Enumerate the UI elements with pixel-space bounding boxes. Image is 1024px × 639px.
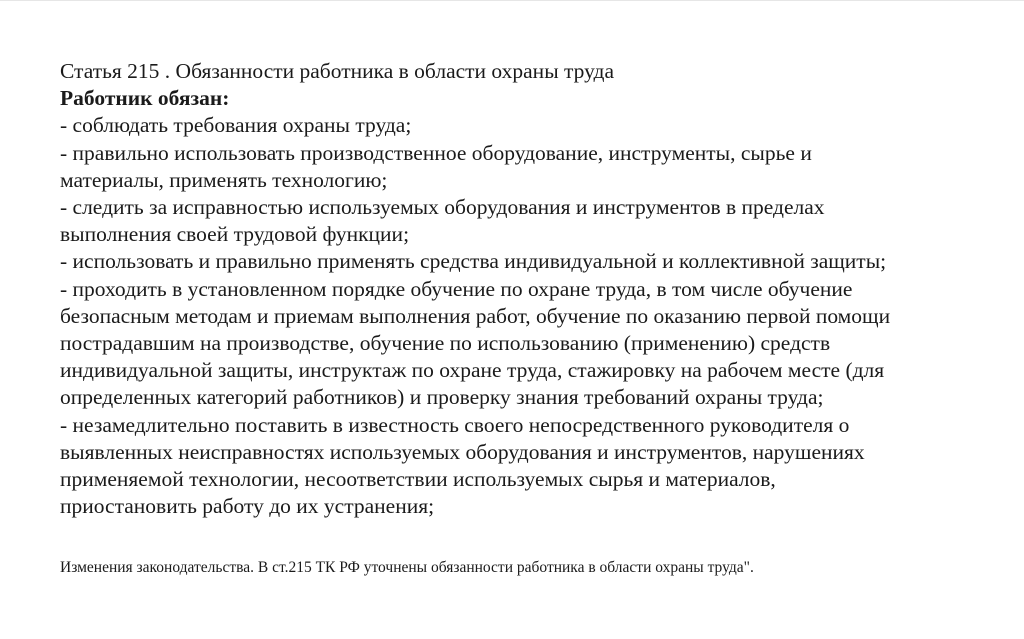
article-line: выявленных неисправностях используемых оборудования и инструментов, нарушениях	[60, 439, 865, 464]
article-line: безопасным методам и приемам выполнения работ, обучение по оказанию первой помощи	[60, 303, 891, 328]
article-title: Статья 215 . Обязанности работника в области охраны труда	[60, 59, 615, 83]
article-line: - проходить в установленном порядке обучение по охране труда, в том числе обучение	[60, 276, 853, 301]
article-line: - соблюдать требования охраны труда;	[60, 113, 412, 138]
article-line: - использовать и правильно применять средства индивидуальной и коллективной защиты;	[60, 249, 887, 274]
article-line: индивидуальной защиты, инструктаж по охране труда, стажировку на рабочем месте (для	[60, 358, 885, 383]
top-divider	[0, 0, 1024, 1]
article-line: приостановить работу до их устранения;	[60, 494, 435, 519]
footnote: Изменения законодательства. В ст.215 ТК РФ уточнены обязанности работника в области охраны труда".	[60, 559, 754, 576]
article-line: материалы, применять технологию;	[60, 167, 388, 192]
article-line: определенных категорий работников) и проверку знания требований охраны труда;	[60, 385, 824, 410]
article-body	[60, 58, 980, 520]
article-subtitle: Работник обязан:	[60, 86, 230, 111]
article-line: выполнения своей трудовой функции;	[60, 222, 410, 247]
article-line: - следить за исправностью используемых оборудования и инструментов в пределах	[60, 195, 825, 220]
article-line: пострадавшим на производстве, обучение по использованию (применению) средств	[60, 331, 831, 356]
article-line: применяемой технологии, несоответствии используемых сырья и материалов,	[60, 467, 776, 492]
article-line: - незамедлительно поставить в известность своего непосредственного руководителя о	[60, 412, 850, 437]
article-line: - правильно использовать производственное оборудование, инструменты, сырье и	[60, 140, 812, 165]
